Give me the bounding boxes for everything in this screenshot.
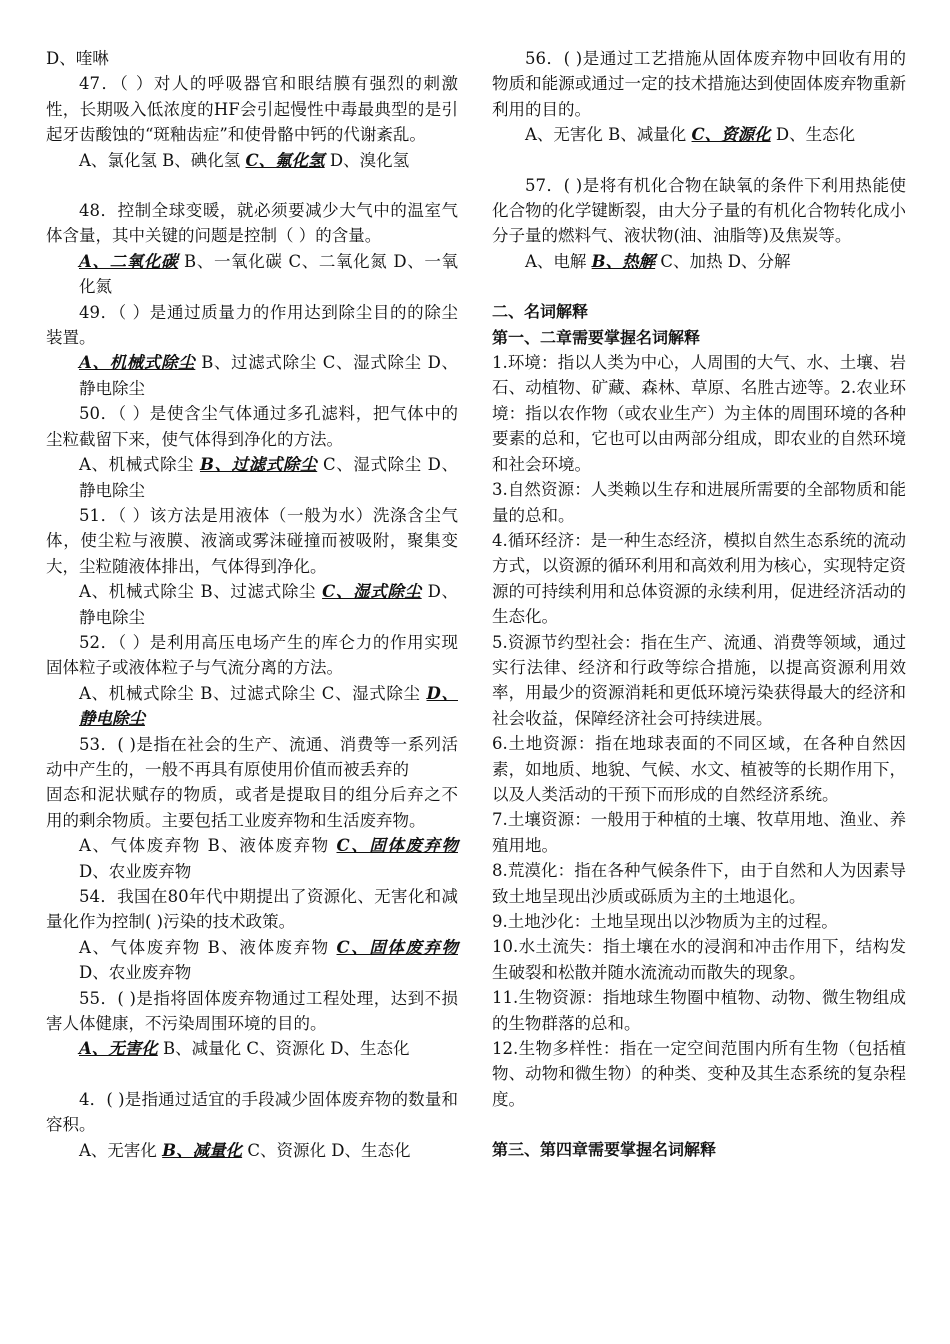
question-48-answer: A、二氧化碳 [79,251,179,271]
definition-item: 1.环境：指以人类为中心，人周围的大气、水、土壤、岩石、动植物、矿藏、森林、草原、名胜古迹等。2.农业环境：指以农作物（或农业生产）为主体的周围环境的各种要素的总和，它也可以由两部分组成，即农业的自然环境和社会环境。 [492,353,906,474]
question-51-answer: C、湿式除尘 [322,582,422,602]
question-50-options: A、机械式除尘 B、过滤式除尘 C、湿式除尘 D、静电除尘 [79,455,458,500]
definition-item: 5.资源节约型社会：指在生产、流通、消费等领域，通过实行法律、经济和行政等综合措施，以提高资源利用效率，用最少的资源消耗和更低环境污染获得最大的经济和社会收益，保障经济社会可持续进展。 [492,632,906,728]
definition-item: 11.生物资源：指地球生物圈中植物、动物、微生物组成的生物群落的总和。 [492,988,906,1033]
question-48-stem: 48．控制全球变暖，就必须要减少大气中的温室气体含量，其中关键的问题是控制（ ）的含量。 [46,201,458,246]
question-4-stem: 4．( )是指通过适宜的手段减少固体废弃物的数量和容积。 [46,1089,458,1135]
question-52-options: A、机械式除尘 B、过滤式除尘 C、湿式除尘 D、静电除尘 [79,683,458,729]
question-46-option-d: D、喹啉 [46,49,109,68]
definition-item: 12.生物多样性：指在一定空间范围内所有生物（包括植物、动物和微生物）的种类、变种及其生态系统的复杂程度。 [492,1039,906,1109]
question-56-options: A、无害化 B、减量化 C、资源化 D、生态化 [525,125,856,145]
definition-item: 6.土地资源：指在地球表面的不同区域，在各种自然因素，如地质、地貌、气候、水文、植被等的长期作用下，以及人类活动的干预下而形成的自然经济系统。 [492,734,906,804]
subsection-title-2: 第三、第四章需要掌握名词解释 [492,1140,717,1160]
question-53-options: A、气体废弃物 B、液体废弃物 C、固体废弃物 D、农业废弃物 [79,836,458,881]
definition-item: 4.循环经济：是一种生态经济，模拟自然生态系统的流动方式，以资源的循环利用和高效利用为核心，实现特定资源的可持续利用和总体资源的永续利用，促进经济活动的生态化。 [492,530,906,627]
question-49-stem: 49．（ ）是通过质量力的作用达到除尘目的的除尘装置。 [46,302,458,348]
question-57-options: A、电解 B、热解 C、加热 D、分解 [525,251,791,271]
question-55-options: A、无害化 B、减量化 C、资源化 D、生态化 [79,1039,410,1059]
question-47-options: A、氯化氢 B、碘化氢 C、氟化氢 D、溴化氢 [79,150,410,170]
definition-item: 10.水土流失：指土壤在水的浸润和冲击作用下，结构发生破裂和松散并随水流流动而散失的现象。 [492,937,906,982]
question-52-answer: D、静电除尘 [79,683,458,729]
subsection-title-1: 第一、二章需要掌握名词解释 [492,327,701,347]
question-54-stem: 54．我国在80年代中期提出了资源化、无害化和减量化作为控制( )污染的技术政策。 [46,887,458,932]
question-51-stem: 51．（ ）该方法是用液体（一般为水）洗涤含尘气体，使尘粒与液膜、液滴或雾沫碰撞而被吸附，聚集变大，尘粒随液体排出，气体得到净化。 [46,505,458,576]
question-57-stem: 57．( )是将有机化合物在缺氧的条件下利用热能使化合物的化学键断裂，由大分子量的有机化合物转化成小分子量的燃料气、液状物(油、油脂等)及焦炭等。 [492,175,906,246]
definition-item: 3.自然资源：人类赖以生存和进展所需要的全部物质和能量的总和。 [492,480,906,525]
question-49-options: A、机械式除尘 B、过滤式除尘 C、湿式除尘 D、静电除尘 [79,353,458,398]
question-53-stem: 53．( )是指在社会的生产、流通、消费等一系列活动中产生的，一般不再具有原使用价值而被丢弃的 [46,734,458,779]
definition-item: 7.土壤资源：一般用于种植的土壤、牧草用地、渔业、养殖用地。 [492,810,906,855]
left-column [46,46,458,1163]
definition-item: 8.荒漠化：指在各种气候条件下，由于自然和人为因素导致土地呈现出沙质或砾质为主的土地退化。 [492,861,906,906]
question-52-stem: 52．（ ）是利用高压电场产生的库仑力的作用实现固体粒子或液体粒子与气流分离的方法。 [46,632,458,678]
question-47-stem: 47．（ ）对人的呼吸器官和眼结膜有强烈的刺激性，长期吸入低浓度的HF会引起慢性中毒最典型的是引起牙齿酸蚀的“斑釉齿症”和使骨骼中钙的代谢紊乱。 [46,74,458,145]
question-50-answer: B、过滤式除尘 [200,455,318,475]
section-title: 二、名词解释 [492,302,589,322]
question-54-options: A、气体废弃物 B、液体废弃物 C、固体废弃物 D、农业废弃物 [79,937,458,983]
question-53-stem-continued: 固态和泥状赋存的物质，或者是提取目的组分后弃之不用的剩余物质。主要包括工业废弃物和生活废弃物。 [46,785,458,830]
question-53-answer: C、固体废弃物 [336,836,458,856]
question-54-answer: C、固体废弃物 [336,937,458,957]
question-49-answer: A、机械式除尘 [79,353,196,373]
question-56-answer: C、资源化 [691,125,771,145]
question-55-answer: A、无害化 [79,1039,158,1059]
question-55-stem: 55．( )是指将固体废弃物通过工程处理，达到不损害人体健康，不污染周围环境的目的。 [46,988,458,1034]
definition-item: 9.土地沙化：土地呈现出以沙物质为主的过程。 [492,912,838,931]
question-57-answer: B、热解 [591,251,656,271]
question-51-options: A、机械式除尘 B、过滤式除尘 C、湿式除尘 D、静电除尘 [79,582,458,627]
right-column [492,46,906,1163]
question-4-answer: B、减量化 [162,1140,243,1160]
question-56-stem: 56．( )是通过工艺措施从固体废弃物中回收有用的物质和能源或通过一定的技术措施达到使固体废弃物重新利用的目的。 [492,49,906,119]
question-50-stem: 50．（ ）是使含尘气体通过多孔滤料，把气体中的尘粒截留下来，使气体得到净化的方法。 [46,404,458,449]
question-47-answer: C、氟化氢 [245,150,325,170]
question-4-options: A、无害化 B、减量化 C、资源化 D、生态化 [79,1140,411,1160]
question-48-options: A、二氧化碳 B、一氧化碳 C、二氧化氮 D、一氧化氮 [79,251,458,297]
